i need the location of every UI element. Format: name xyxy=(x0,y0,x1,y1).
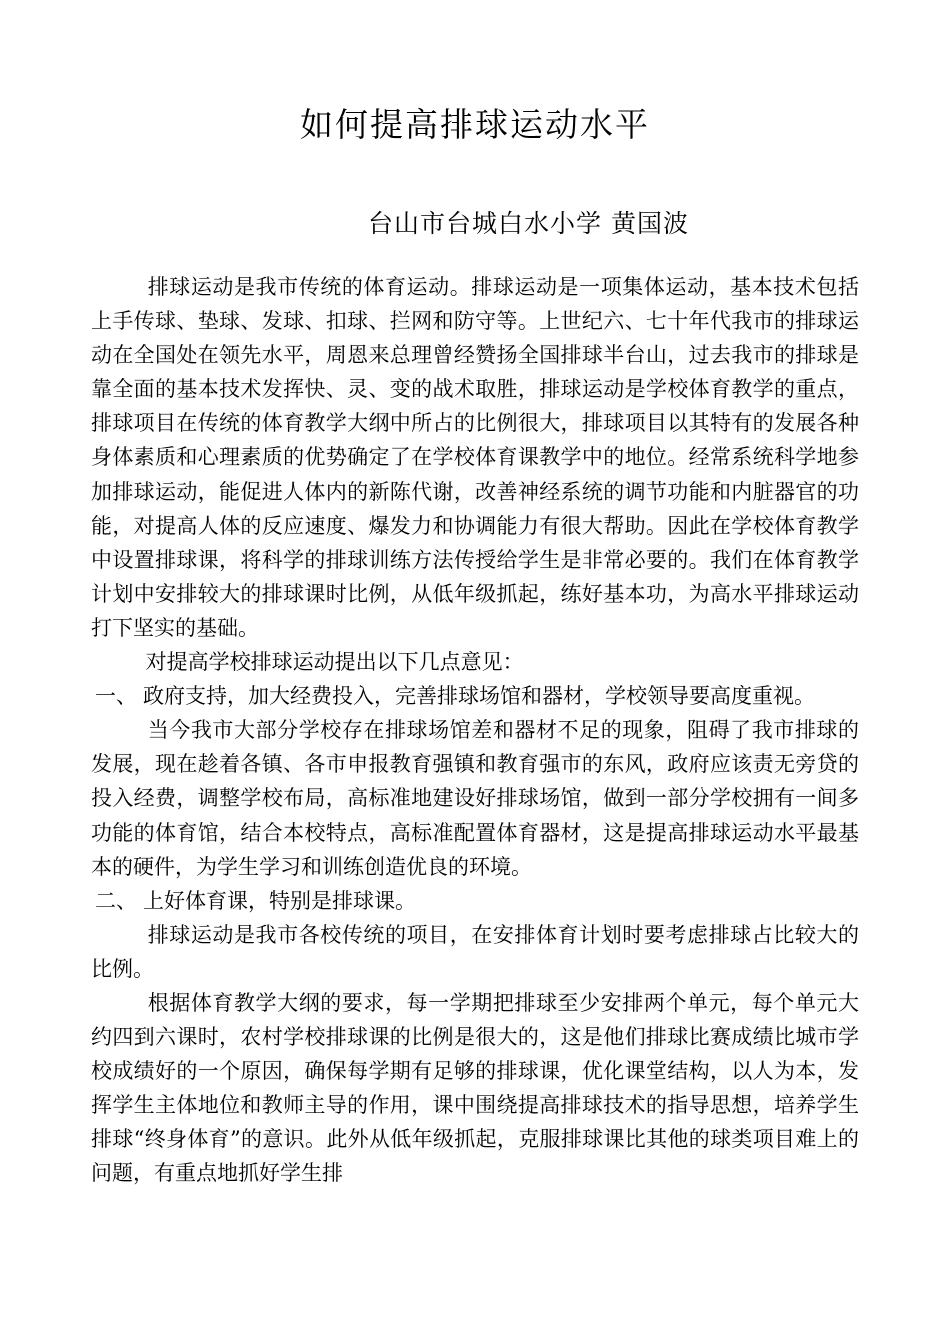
suggestions-intro-paragraph: 对提高学校排球运动提出以下几点意见： xyxy=(145,650,524,675)
document-body xyxy=(91,270,859,1191)
section-2-paragraph-1: 排球运动是我市各校传统的项目，在安排体育计划时要考虑排球占比较大的比例。 xyxy=(91,922,859,981)
section-heading-2 xyxy=(91,884,859,918)
section-2-paragraph-2: 根据体育教学大纲的要求，每一学期把排球至少安排两个单元，每个单元大约四到六课时，农村学校排球课的比例是很大的，这是他们排球比赛成绩比城市学校成绩好的一个原因，确保每学期有足够的排球课，优化课堂结构，以人为本，发挥学生主体地位和教师主导的作用，课中围绕提高排球技术的指导思想，培养学生排球“终身体育”的意识。此外从低年级抓起，克服排球课比其他的球类项目难上的问题，有重点地抓好学生排 xyxy=(91,990,859,1186)
section-number-1: 一、 xyxy=(95,684,137,709)
section-heading-2-text: 上好体育课，特别是排球课。 xyxy=(143,888,416,913)
section-heading-1 xyxy=(91,679,859,713)
author-line: 台山市台城白水小学 黄国波 xyxy=(368,209,689,238)
section-1-paragraph: 当今我市大部分学校存在排球场馆差和器材不足的现象，阻碍了我市排球的发展，现在趁着各镇、各市申报教育强镇和教育强市的东风，政府应该责无旁贷的投入经费，调整学校布局，高标准地建设好排球场馆，做到一部分学校拥有一间多功能的体育馆，结合本校特点，高标准配置体育器材，这是提高排球运动水平最基本的硬件，为学生学习和训练创造优良的环境。 xyxy=(91,718,859,879)
intro-paragraph: 排球运动是我市传统的体育运动。排球运动是一项集体运动，基本技术包括上手传球、垫球、发球、扣球、拦网和防守等。上世纪六、七十年代我市的排球运动在全国处在领先水平，周恩来总理曾经赞扬全国排球半台山，过去我市的排球是靠全面的基本技术发挥快、灵、变的战术取胜，排球运动是学校体育教学的重点，排球项目在传统的体育教学大纲中所占的比例很大，排球项目以其特有的发展各种身体素质和心理素质的优势确定了在学校体育课教学中的地位。经常系统科学地参加排球运动，能促进人体内的新陈代谢，改善神经系统的调节功能和内脏器官的功能，对提高人体的反应速度、爆发力和协调能力有很大帮助。因此在学校体育教学中设置排球课，将科学的排球训练方法传授给学生是非常必要的。我们在体育教学计划中安排较大的排球课时比例，从低年级抓起，练好基本功，为高水平排球运动打下坚实的基础。 xyxy=(91,275,859,640)
section-heading-1-text: 政府支持，加大经费投入，完善排球场馆和器材，学校领导要高度重视。 xyxy=(143,684,815,709)
document-title: 如何提高排球运动水平 xyxy=(300,105,650,144)
section-number-2: 二、 xyxy=(95,888,137,913)
